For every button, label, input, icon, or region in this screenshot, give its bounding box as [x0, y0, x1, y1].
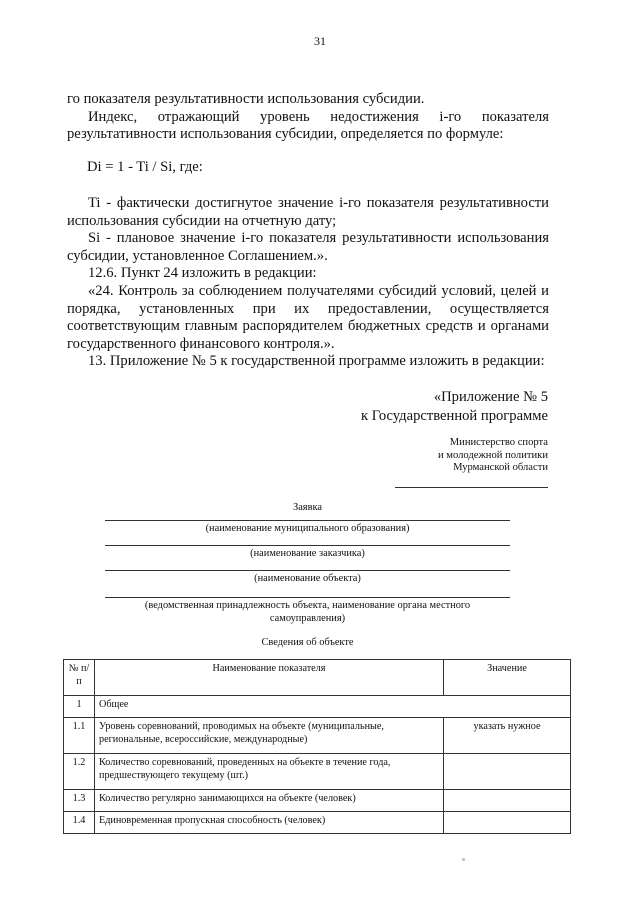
row-name: Единовременная пропускная способность (человек) [95, 812, 444, 834]
paragraph-si-definition: Si - плановое значение i-го показателя результативности использования субсидии, установленное Соглашением.». [67, 230, 549, 264]
header-number: № п/п [64, 660, 95, 696]
table-row [64, 754, 571, 790]
row-number: 1 [64, 696, 95, 718]
form-line-object [105, 570, 510, 571]
row-name: Количество регулярно занимающихся на объекте (человек) [95, 790, 444, 812]
table-row [64, 718, 571, 754]
row-name: Уровень соревнований, проводимых на объекте (муниципальные, региональные, всероссийские, международные) [95, 718, 444, 754]
paragraph-continuation: го показателя результативности использования субсидии. [67, 91, 425, 107]
row-number: 1.1 [64, 718, 95, 754]
paragraph-item-24: «24. Контроль за соблюдением получателями субсидий условий, целей и порядка, установленных при их предоставлении, осуществляется соответствующим главным распорядителем бюджетных средств и органами государственного финансового контроля.». [67, 282, 549, 352]
object-info-table [63, 659, 571, 834]
formula: Di = 1 - Ti / Si, где: [87, 159, 203, 175]
caption-object: (наименование объекта) [254, 573, 361, 584]
table-row [64, 790, 571, 812]
table-row [64, 696, 571, 718]
ministry-line-3: Мурманской области [453, 462, 548, 473]
form-line-customer [105, 545, 510, 546]
row-number: 1.4 [64, 812, 95, 834]
row-number: 1.3 [64, 790, 95, 812]
paragraph-item-13: 13. Приложение № 5 к государственной программе изложить в редакции: [88, 353, 545, 370]
row-number: 1.2 [64, 754, 95, 790]
ministry-addressee [438, 437, 548, 475]
row-value [444, 812, 571, 834]
row-name: Общее [95, 696, 571, 718]
appendix-heading [361, 388, 548, 426]
page-number: 31 [314, 34, 326, 48]
row-name: Количество соревнований, проведенных на объекте в течение года, предшествующего текущему (шт.) [95, 754, 444, 790]
caption-customer: (наименование заказчика) [250, 548, 365, 559]
text-block-main [67, 195, 549, 371]
form-line-municipality [105, 520, 510, 521]
header-indicator-name: Наименование показателя [95, 660, 444, 696]
ministry-line-2: и молодежной политики [437, 449, 548, 461]
scan-speck [462, 858, 465, 861]
ministry-line-1: Министерство спорта [449, 437, 548, 448]
table-header-row [64, 660, 571, 696]
text-block-top [67, 91, 549, 144]
row-value [444, 790, 571, 812]
paragraph-index-definition: Индекс, отражающий уровень недостижения i-го показателя результативности использования субсидии, определяется по формуле: [67, 108, 549, 143]
table-row [64, 812, 571, 834]
section-title: Сведения об объекте [261, 637, 354, 648]
header-value: Значение [444, 660, 571, 696]
paragraph-item-12-6: 12.6. Пункт 24 изложить в редакции: [88, 265, 317, 282]
ministry-signature-line [395, 487, 548, 488]
appendix-line-2: к Государственной программе [360, 408, 548, 424]
caption-municipality: (наименование муниципального образования) [205, 523, 410, 534]
caption-affiliation: (ведомственная принадлежность объекта, наименование органа местного самоуправления) [144, 600, 471, 624]
paragraph-ti-definition: Ti - фактически достигнутое значение i-го показателя результативности использования субсидии на отчетную дату; [67, 195, 549, 229]
appendix-line-1: «Приложение № 5 [433, 389, 548, 405]
row-value: указать нужное [444, 718, 571, 754]
row-value [444, 754, 571, 790]
form-title: Заявка [292, 502, 322, 513]
form-line-affiliation [105, 597, 510, 598]
